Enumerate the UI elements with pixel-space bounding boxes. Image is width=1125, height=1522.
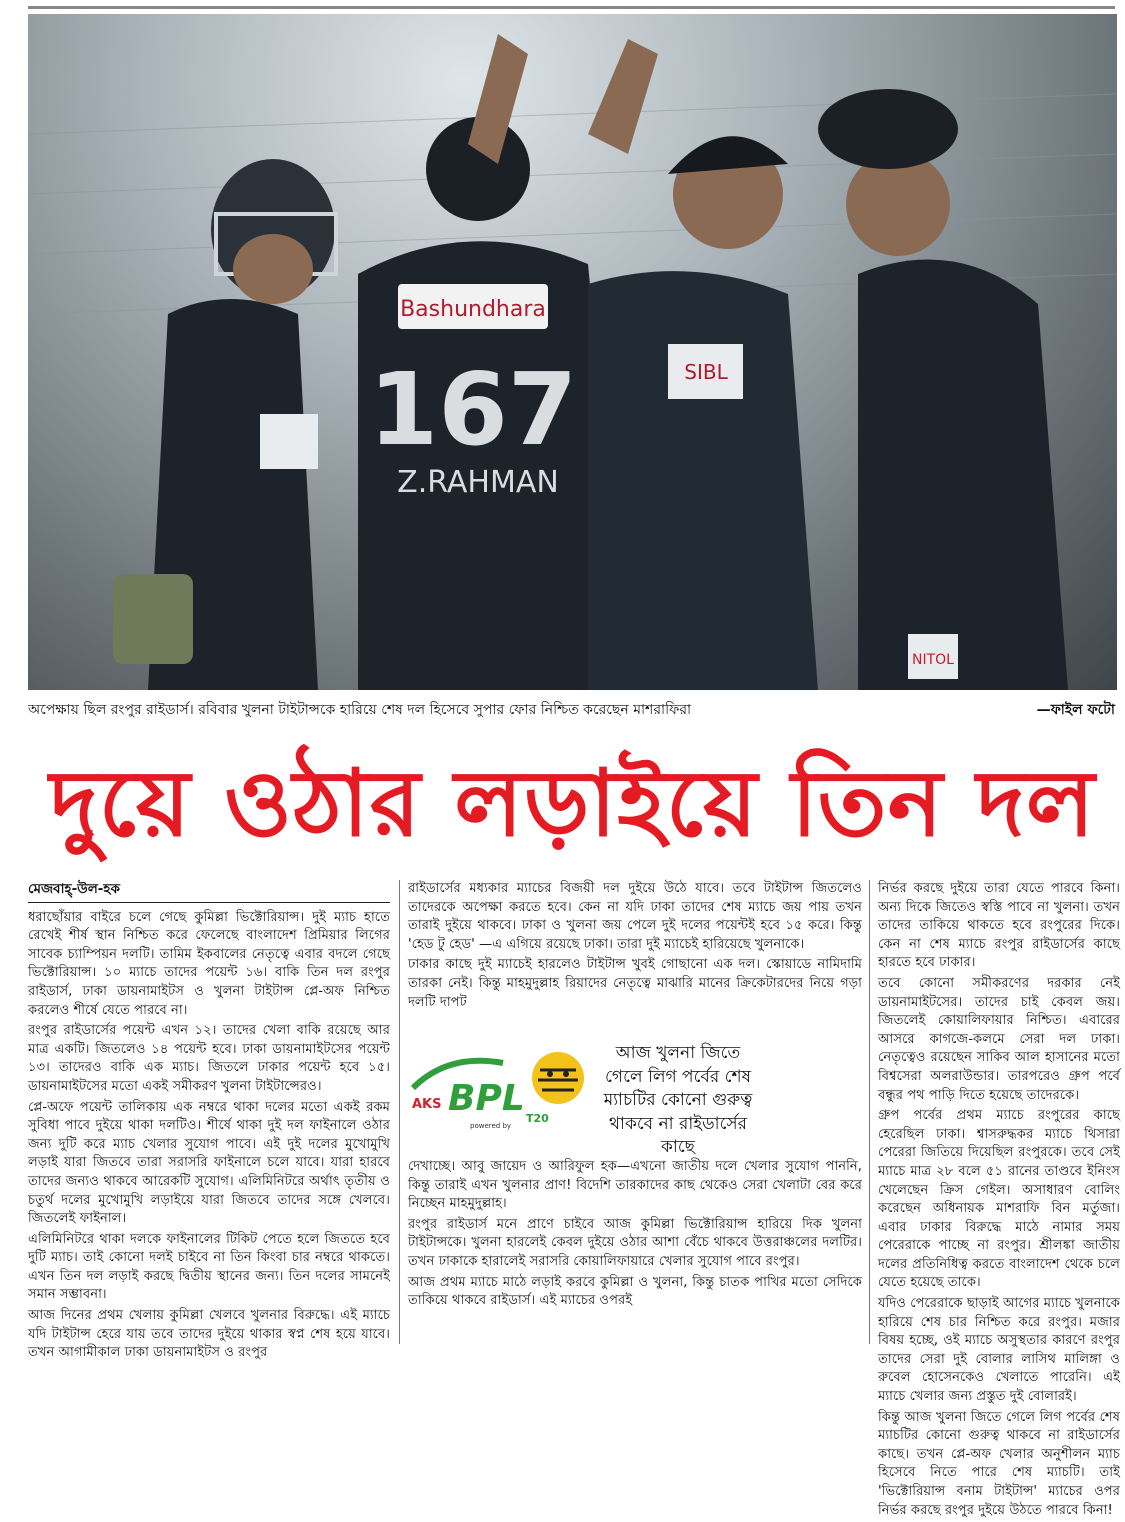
svg-text:powered by: powered by [470, 1122, 512, 1130]
paragraph: দেখাচ্ছে। আবু জায়েদ ও আরিফুল হক—এখনো জাতীয় দলে খেলার সুযোগ পাননি, কিন্তু তারাই এখন খুলনার প্রাণ! বিদেশি তারকাদের কাছ থেকেও সেরা খেলাটা বের করে নিচ্ছেন মাহমুদুল্লাহ। [408, 1159, 862, 1212]
article-column-1 [28, 880, 390, 1365]
paragraph: নির্ভর করছে দুইয়ে তারা যেতে পারবে কিনা। অন্য দিকে জিতেও স্বস্তি পাবে না খুলনা। তখন তাদের তাকিয়ে থাকতে হবে রংপুরের দিকে। কেন না শেষ ম্যাচে রংপুর রাইডার্সের কাছে হারতে হবে ঢাকার। [878, 881, 1120, 971]
photo-caption [28, 699, 1115, 721]
svg-text:NITOL: NITOL [912, 652, 954, 668]
news-photo [28, 14, 1117, 690]
paragraph: গ্রুপ পর্বের প্রথম ম্যাচে রংপুরের কাছে হেরেছিল ঢাকা। শ্বাসরুদ্ধকর ম্যাচে থিসারা পেরেরা জিতিয়ে দিয়েছিল রংপুরকে। তবে সেই ম্যাচে মাত্র ২৮ বলে ৫১ রানের তাণ্ডবে ইনিংস খেলেছেন ক্রিস গেইল। অসাধারণ বোলিং করেছেন অধিনায়ক মাশরাফি বিন মর্তুজা। এবার ঢাকার বিরুদ্ধে মাঠে নামার সময় পেরেরাকে পাচ্ছে না রংপুর। শ্রীলঙ্কা জাতীয় দলের প্রতিনিধিত্ব করতে বাংলাদেশ থেকে চলে যেতে হয়েছে তাকে। [878, 1108, 1120, 1291]
paragraph: রংপুর রাইডার্স মনে প্রাণে চাইবে আজ কুমিল্লা ভিক্টোরিয়ান্স হারিয়ে দিক খুলনা টাইটান্সকে। খুলনা হারলেই কেবল দুইয়ে ওঠার আশা বেঁচে থাকবে উত্তরাঞ্চলের দলটির। তখন ঢাকাকে হারালেই সরাসরি কোয়ালিফায়ারে খেলার সুযোগ পাবে রংপুর। [408, 1216, 862, 1269]
paragraph: কিন্তু আজ খুলনা জিতে গেলে লিগ পর্বের শেষ ম্যাচটির কোনো গুরুত্ব থাকবে না রাইডার্সের কাছে। তখন প্লে-অফ খেলার অনুশীলন ম্যাচ হিসেবে নিতে পারে শেষ ম্যাচটি। তাই 'ভিক্টোরিয়ান্স বনাম টাইটান্স' ম্যাচের ওপর নির্ভর করছে রংপুর দুইয়ে উঠতে পারবে কিনা! [878, 1409, 1120, 1518]
player-left [113, 159, 336, 690]
paragraph: ঢাকার কাছে দুই ম্যাচেই হারলেও টাইটান্স খুবই গোছানো এক দল। স্কোয়াডে নামিদামি তারকা নেই। কিন্তু মাহমুদুল্লাহ রিয়াদের নেতৃত্বে মাঝারি মানের ক্রিকেটারদের নিয়ে গড়া দলটি দাপট [408, 957, 862, 1010]
player-jersey-167 [358, 34, 628, 690]
paragraph: রাইডার্সের মধ্যকার ম্যাচের বিজয়ী দল দুইয়ে উঠে যাবে। তবে টাইটান্স জিতলেও তাদেরকে অপেক্ষা করতে হবে। কেন না যদি ঢাকা তাদের শেষ ম্যাচে জয় পায় তখন তারাই দুইয়ে থাকবে। ঢাকা ও খুলনা জয় পেলে দুই দলের পয়েন্টই হবে ১৫ করে। কিন্তু 'হেড টু হেড' —এ এগিয়ে রয়েছে ঢাকা। তারা দুই ম্যাচেই হারিয়েছে খুলনাকে। [408, 881, 862, 952]
paragraph: রংপুর রাইডার্সের পয়েন্ট এখন ১২। তাদের খেলা বাকি রয়েছে আর মাত্র একটি। জিতলেও ১৪ পয়েন্ট হবে। ঢাকা ডায়নামাইটসের পয়েন্ট ১৩। তাদেরও বাকি এক ম্যাচ। জিতলে ঢাকার পয়েন্ট হবে ১৫। ডায়নামাইটসের মতো একই সমীকরণ খুলনা টাইটান্সেরও। [28, 1023, 390, 1094]
paragraph: প্লে-অফে পয়েন্ট তালিকায় এক নম্বরে থাকা দলের মতো একই রকম সুবিধা পাবে দুইয়ে থাকা দলটিও। শীর্ষে থাকা দুই দল ফাইনালে ওঠার জন্য দুটি করে ম্যাচ খেলার সুযোগ পাবে। এই দুই দলের মুখোমুখি লড়াই যারা জিতবে তারা সরাসরি ফাইনালে চলে যাবে। যারা হারবে তাদের জন্যও থাকবে আরেকটি সুযোগ। এলিমিনিটরে অর্থাৎ তৃতীয় ও চতুর্থ দলের মুখোমুখি লড়াইয়ে যারা জিতবে তাদের সঙ্গে খেলবে। জিতলেই ফাইনাল। [28, 1099, 390, 1227]
paragraph: এলিমিনিটরে থাকা দলকে ফাইনালের টিকিট পেতে হলে জিততে হবে দুটি ম্যাচ। তাই কোনো দলই চাইবে না তিন কিংবা চার নম্বরে থাকতে। এখন তিন দল লড়াই করছে দ্বিতীয় স্থানের জন্য। তিন দলের সামনেই সমান সম্ভাবনা। [28, 1231, 390, 1303]
bpl-logo [408, 1048, 588, 1132]
top-rule [28, 6, 1115, 9]
paragraph: যদিও পেরেরাকে ছাড়াই আগের ম্যাচে খুলনাকে হারিয়ে শেষ চার নিশ্চিত করে রংপুর। মজার বিষয় হচ্ছে, ওই ম্যাচে অসুস্থতার কারণে রংপুর তাদের সেরা দুই বোলার লাসিথ মালিঙ্গা ও রুবেল হোসেনকেও খেলাতে পারেনি। এই ম্যাচে খেলার জন্য প্রস্তুত দুই বোলারই। [878, 1296, 1121, 1405]
paragraph: তবে কোনো সমীকরণের দরকার নেই ডায়নামাইটসের। তাদের চাই কেবল জয়। জিতলেই কোয়ালিফায়ার নিশ্চিত। এবারের আসরে কাগজে-কলমে সেরা দল ঢাকা। নেতৃত্বেও রয়েছেন সাকিব আল হাসানের মতো বিশ্বসেরা অলরাউন্ডার। তারপরেও গ্রুপ পর্বে বন্ধুর পথ পাড়ি দিতে হয়েছে তাদেরকে। [878, 975, 1120, 1103]
cricket-players-illustration [28, 14, 1117, 690]
headline: দুয়ে ওঠার লড়াইয়ে তিন দল [49, 749, 1096, 857]
column-divider [869, 880, 870, 1344]
player-center-right [588, 39, 818, 690]
svg-text:BPL: BPL [448, 1078, 525, 1119]
byline: মেজবাহ্-উল-হক [28, 880, 390, 903]
svg-text:167: 167 [368, 351, 578, 468]
svg-text:Z.RAHMAN: Z.RAHMAN [397, 465, 559, 500]
photo-credit: —ফাইল ফটো [1036, 702, 1115, 718]
paragraph: আজ দিনের প্রথম খেলায় কুমিল্লা খেলবে খুলনার বিরুদ্ধে। এই ম্যাচে যদি টাইটান্স হেরে যায় তবে তাদের দুইয়ে থাকার স্বপ্ন শেষ হয়ে যাবে। তখন আগামীকাল ঢাকা ডায়নামাইটস ও রংপুর [28, 1308, 390, 1361]
promo-box [408, 1042, 868, 1157]
article-column-3 [878, 880, 1120, 1522]
caption-text: অপেক্ষায় ছিল রংপুর রাইডার্স। রবিবার খুলনা টাইটান্সকে হারিয়ে শেষ দল হিসেবে সুপার ফোর নিশ্চিত করেছেন মাশরাফিরা [28, 702, 692, 718]
paragraph: ধরাছোঁয়ার বাইরে চলে গেছে কুমিল্লা ভিক্টোরিয়ান্স। দুই ম্যাচ হাতে রেখেই শীর্ষ স্থান নিশ্চিত করে ফেলেছে বাংলাদেশ প্রিমিয়ার লিগের সাবেক চ্যাম্পিয়ন দলটি। তামিম ইকবালের নেতৃত্বে এবার বদলে গেছে ভিক্টোরিয়ান্স। ১০ ম্যাচে তাদের পয়েন্ট ১৬। বাকি তিন দল রংপুর রাইডার্স, ঢাকা ডায়নামাইটস ও খুলনা টাইটান্স প্লে-অফ নিশ্চিত করলেও শীর্ষে যেতে পারবে না। [28, 909, 390, 1018]
column-divider [399, 880, 400, 1344]
svg-text:Bashundhara: Bashundhara [400, 297, 546, 322]
article-column-2 [408, 880, 862, 1014]
svg-text:T20: T20 [526, 1112, 549, 1125]
player-right [818, 89, 1068, 690]
article-column-2-continued [408, 1158, 862, 1313]
svg-text:AKS: AKS [412, 1097, 442, 1112]
pull-quote: আজ খুলনা জিতে গেলে লিগ পর্বের শেষ ম্যাচটির কোনো গুরুত্ব থাকবে না রাইডার্সের কাছে [603, 1043, 753, 1157]
paragraph: আজ প্রথম ম্যাচে মাঠে লড়াই করবে কুমিল্লা ও খুলনা, কিন্তু চাতক পাখির মতো সেদিকে তাকিয়ে থাকবে রাইডার্স। এই ম্যাচের ওপরই [408, 1274, 862, 1309]
svg-text:SIBL: SIBL [684, 360, 728, 384]
